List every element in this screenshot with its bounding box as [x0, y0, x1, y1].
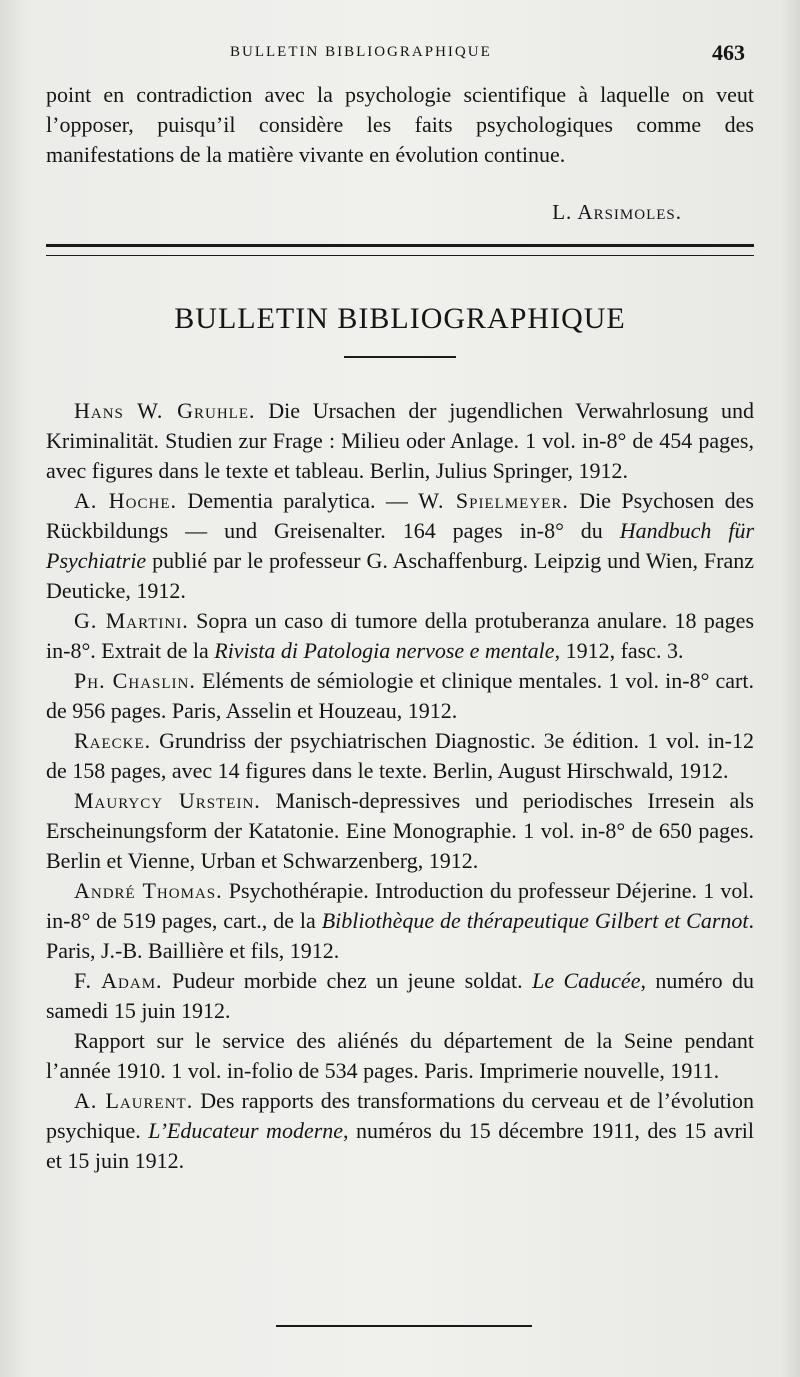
bibliography-entry [46, 726, 754, 786]
bibliography-entry [46, 396, 754, 486]
entry-italic-title: Le Caducée [532, 968, 641, 993]
entry-italic-title: Handbuch für Psychiatrie [46, 518, 755, 573]
entry-text: Eléments de sémiologie et clinique mentales. 1 vol. in-8° cart. de 956 pages. Paris, Asselin et Houzeau, 1912. [46, 668, 754, 723]
entry-author: A. Hoche. [74, 488, 177, 513]
section-title: BULLETIN BIBLIOGRAPHIQUE [174, 302, 626, 335]
entry-text: Psychothérapie. Introduction du professeur Déjerine. 1 vol. in-8° de 519 pages, cart., de la [46, 878, 754, 933]
entry-author: G. Martini. [74, 608, 189, 633]
bibliography-entry [46, 1086, 754, 1176]
entry-text: Manisch-depressives und periodisches Irresein als Erscheinungsform der Katatonie. Eine Monographie. 1 vol. in-8° de 650 pages. Berlin et Vienne, Urban et Schwarzenberg, 1912. [46, 788, 754, 873]
entry-text: Des rapports des transformations du cerveau et de l’évolution psychique. [46, 1088, 755, 1143]
bibliography-entry [46, 666, 754, 726]
entry-author: André Thomas. [74, 878, 223, 903]
entry-author: F. Adam. [74, 968, 163, 993]
entry-author: Raecke. [74, 728, 152, 753]
entry-text-continued: Die Psychosen des Rückbildungs — und Greisenalter. 164 pages in-8° du [46, 488, 754, 543]
running-head [0, 40, 800, 66]
bibliography-entry [46, 966, 754, 1026]
bibliography-list [46, 396, 754, 1176]
entry-text: Grundriss der psychiatrischen Diagnostic. 3e édition. 1 vol. in-12 de 158 pages, avec 14 figures dans le texte. Berlin, August Hirschwald, 1912. [46, 728, 754, 783]
intro-text: point en contradiction avec la psychologie scientifique à laquelle on veut l’opposer, puisqu’il considère les faits psychologiques comme des manifestations de la matière vivante en évolution continue. [46, 82, 754, 167]
end-rule [276, 1325, 532, 1327]
entry-text-end: , 1912, fasc. 3. [554, 638, 684, 663]
bibliography-entry [46, 1026, 754, 1086]
entry-italic-title: L’Educateur moderne [148, 1118, 344, 1143]
entry-author: Maurycy Urstein. [74, 788, 261, 813]
intro-paragraph [46, 80, 754, 170]
entry-text: Dementia paralytica. — [177, 488, 419, 513]
entry-text-end: , numéros du 15 décembre 1911, des 15 avril et 15 juin 1912. [46, 1118, 754, 1173]
bibliography-entry [46, 876, 754, 966]
entry-text: Rapport sur le service des aliénés du département de la Seine pendant l’année 1910. 1 vol. in-folio de 534 pages. Paris. Imprimerie nouvelle, 1911. [46, 1028, 754, 1083]
entry-author: A. Laurent. [74, 1088, 194, 1113]
bibliography-entry [46, 606, 754, 666]
double-rule [46, 244, 754, 256]
bibliography-entry [46, 486, 754, 606]
entry-text: Sopra un caso di tumore della protuberanza anulare. 18 pages in-8°. Extrait de la [46, 608, 755, 663]
entry-text-end: , numéro du samedi 15 juin 1912. [46, 968, 754, 1023]
entry-text-end: publié par le professeur G. Aschaffenburg. Leipzig und Wien, Franz Deuticke, 1912. [46, 548, 754, 603]
entry-author-second: W. Spielmeyer. [418, 488, 569, 513]
running-title: BULLETIN BIBLIOGRAPHIQUE [230, 44, 492, 60]
entry-italic-title: Bibliothèque de thérapeutique Gilbert et Carnot [321, 908, 749, 933]
entry-text: Pudeur morbide chez un jeune soldat. [162, 968, 533, 993]
title-rule [344, 356, 456, 358]
entry-text: Die Ursachen der jugendlichen Verwahrlosung und Kriminalität. Studien zur Frage : Milieu oder Anlage. 1 vol. in-8° de 454 pages, avec figures dans le texte et tableau. Berlin, Julius Springer, 1912. [46, 398, 754, 483]
page-number: 463 [712, 40, 745, 65]
entry-italic-title: Rivista di Patologia nervose e mentale [214, 638, 555, 663]
entry-author: Hans W. Gruhle. [74, 398, 256, 423]
review-signature: L. Arsimoles. [552, 200, 682, 224]
bibliography-entry [46, 786, 754, 876]
entry-text-end: . Paris, J.-B. Baillière et fils, 1912. [46, 908, 754, 963]
entry-author: Ph. Chaslin. [74, 668, 196, 693]
